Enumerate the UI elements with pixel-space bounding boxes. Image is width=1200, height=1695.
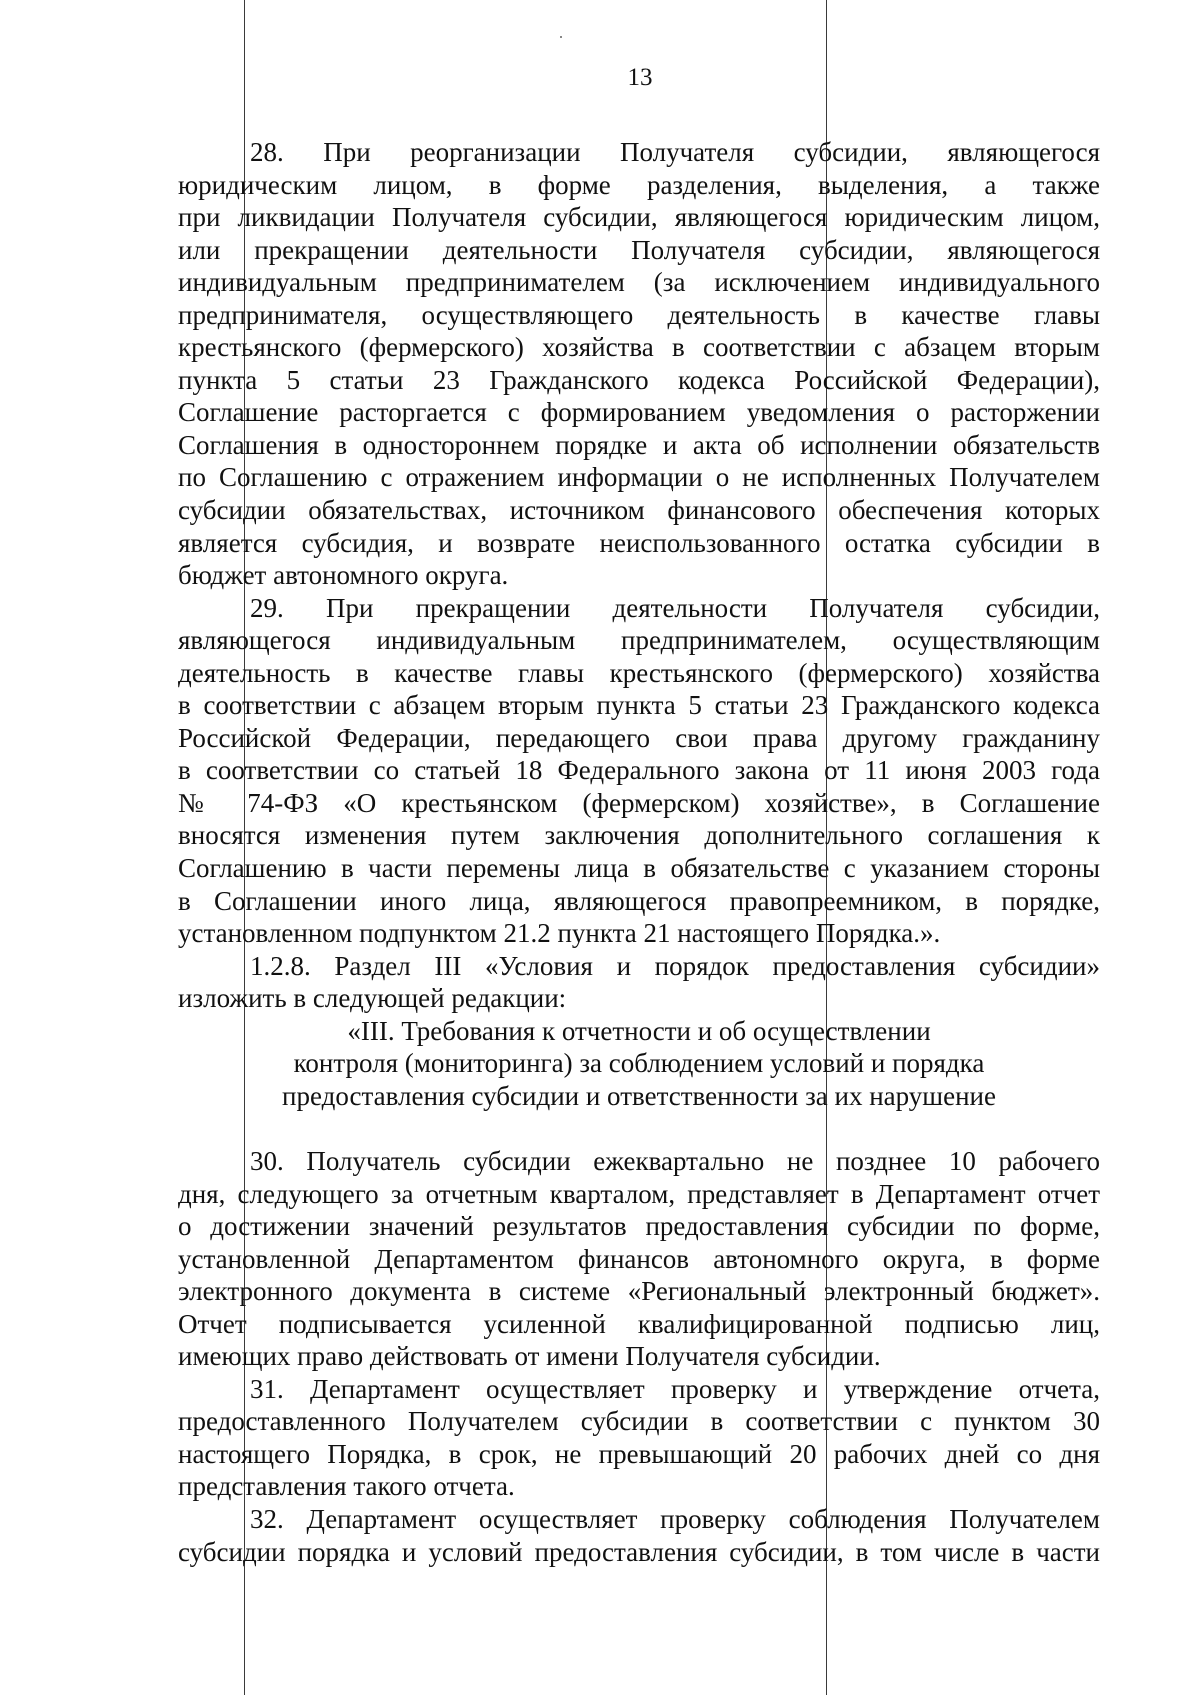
paragraph-30-line: Отчет подписывается усиленной квалифицированной подписью лиц,	[178, 1308, 1100, 1339]
paragraph-29-line: в Соглашении иного лица, являющегося правопреемником, в порядке,	[178, 885, 1100, 916]
paragraph-28-line: Соглашение расторгается с формированием уведомления о расторжении	[178, 397, 1100, 428]
paragraph-28-line: юридическим лицом, в форме разделения, выделения, а также	[178, 169, 1100, 200]
paragraph-29-line: вносятся изменения путем заключения дополнительного соглашения к	[178, 820, 1100, 851]
paragraph-29-line: деятельность в качестве главы крестьянского (фермерского) хозяйства	[178, 657, 1100, 688]
paragraph-30-line: имеющих право действовать от имени Получателя субсидии.	[178, 1341, 881, 1372]
paragraph-31-line: представления такого отчета.	[178, 1471, 515, 1502]
paragraph-29-line: являющегося индивидуальным предпринимателем, осуществляющим	[178, 625, 1100, 656]
paragraph-29-line: № 74-ФЗ «О крестьянском (фермерском) хозяйстве», в Соглашение	[178, 787, 1100, 818]
paragraph-28-line: бюджет автономного округа.	[178, 560, 509, 591]
paragraph-28-line: Соглашения в одностороннем порядке и акта об исполнении обязательств	[178, 429, 1100, 460]
paragraph-30-line: 30. Получатель субсидии ежеквартально не позднее 10 рабочего	[250, 1145, 1100, 1176]
paragraph-1-2-8-line: изложить в следующей редакции:	[178, 983, 567, 1014]
paragraph-28-line: 28. При реорганизации Получателя субсидии, являющегося	[250, 137, 1100, 167]
blank-gap	[178, 1112, 1100, 1145]
section-heading-line: предоставления субсидии и ответственности за их нарушение	[282, 1080, 996, 1111]
paragraph-28-line: предпринимателя, осуществляющего деятельность в качестве главы	[178, 299, 1100, 330]
paragraph-29-line: Соглашению в части перемены лица в обязательстве с указанием стороны	[178, 853, 1100, 884]
paragraph-29-line: установленном подпунктом 21.2 пункта 21 настоящего Порядка.».	[178, 918, 941, 949]
paragraph-28-line: или прекращении деятельности Получателя субсидии, являющегося	[178, 234, 1100, 265]
paragraph-1-2-8-line: 1.2.8. Раздел III «Условия и порядок предоставления субсидии»	[250, 950, 1100, 981]
paragraph-29-line: 29. При прекращении деятельности Получателя субсидии,	[250, 592, 1100, 623]
paragraph-31-line: предоставленного Получателем субсидии в соответствии с пунктом 30	[178, 1406, 1100, 1437]
paragraph-28-line: при ликвидации Получателя субсидии, являющегося юридическим лицом,	[178, 202, 1100, 233]
paragraph-28-line: индивидуальным предпринимателем (за исключением индивидуального	[178, 267, 1100, 298]
paragraph-29-line: Российской Федерации, передающего свои права другому гражданину	[178, 722, 1100, 753]
paragraph-30-line: о достижении значений результатов предоставления субсидии по форме,	[178, 1211, 1100, 1242]
paragraph-28-line: по Соглашению с отражением информации о не исполненных Получателем	[178, 462, 1100, 493]
paragraph-29-line: в соответствии со статьей 18 Федерального закона от 11 июня 2003 года	[178, 755, 1100, 786]
paragraph-28-line: крестьянского (фермерского) хозяйства в соответствии с абзацем вторым	[178, 332, 1100, 363]
paragraph-29-line: в соответствии с абзацем вторым пункта 5 статьи 23 Гражданского кодекса	[178, 690, 1100, 721]
paragraph-30-line: дня, следующего за отчетным кварталом, представляет в Департамент отчет	[178, 1178, 1100, 1209]
paragraph-28-line: является субсидия, и возврате неиспользованного остатка субсидии в	[178, 527, 1100, 558]
paragraph-31-line: 31. Департамент осуществляет проверку и утверждение отчета,	[250, 1373, 1100, 1404]
paragraph-30-line: установленной Департаментом финансов автономного округа, в форме	[178, 1243, 1100, 1274]
paragraph-30-line: электронного документа в системе «Региональный электронный бюджет».	[178, 1276, 1100, 1307]
paragraph-32-line: субсидии порядка и условий предоставления субсидии, в том числе в части	[178, 1536, 1100, 1567]
paragraph-28-line: пункта 5 статьи 23 Гражданского кодекса Российской Федерации),	[178, 364, 1100, 395]
page-number: 13	[627, 64, 653, 91]
paragraph-32-line: 32. Департамент осуществляет проверку соблюдения Получателем	[250, 1503, 1100, 1534]
section-heading-line: контроля (мониторинга) за соблюдением условий и порядка	[293, 1048, 985, 1079]
section-heading-line: «III. Требования к отчетности и об осуществлении	[347, 1015, 931, 1046]
paragraph-28-line: субсидии обязательствах, источником финансового обеспечения которых	[178, 495, 1100, 526]
paragraph-31-line: настоящего Порядка, в срок, не превышающий 20 рабочих дней со дня	[178, 1438, 1100, 1469]
document-body	[178, 136, 1100, 1568]
scan-artifact-dot	[560, 36, 562, 38]
